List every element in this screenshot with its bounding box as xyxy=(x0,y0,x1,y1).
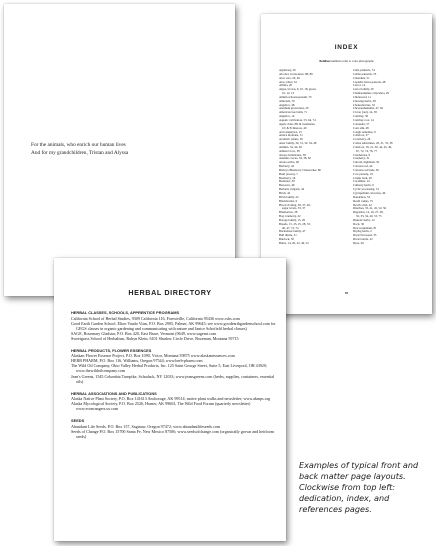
index-entry: Dracocephalum, 81 xyxy=(353,226,377,230)
index-entry: Birch, 42 xyxy=(279,192,291,195)
dedication-text xyxy=(31,141,221,157)
dedication-line: For the animals, who enrich our human lives xyxy=(31,142,126,148)
directory-entry: HERB PHARM, P.O. Box 116, Williams, Oregon 97544; www.herb-pharm.com xyxy=(71,358,203,364)
index-entry: Aster family, 30, 31, 32, 34, 48 xyxy=(279,142,317,146)
index-entry: Cottonwood buds, 36 xyxy=(353,168,379,172)
index-entry: Burns, 14, 20, 22, 46, 52 xyxy=(279,241,309,245)
index-entry: Blueberries, 38 xyxy=(279,211,298,215)
index-entry: Aloe, bitter, 61 xyxy=(279,80,298,84)
index-entry: Carrot family, 29 xyxy=(353,88,374,92)
index-entry: Asthma, 34, 44, 62 xyxy=(279,145,302,149)
index-entry: Autumn crocus, 34, 38, 62 xyxy=(279,157,311,161)
index-entry: Dwarf fireweed, 35 xyxy=(353,234,377,238)
index-entry: 10, 12, 13 xyxy=(282,92,294,96)
index-entry: Coltsfoot, 37 xyxy=(353,134,369,138)
directory-entry: SAGE, Rosemary Gladstar, P.O. Box 420, East Barre, Vermont (0649, www.sagemt.com xyxy=(71,330,217,336)
directory-section xyxy=(71,391,277,412)
index-entry: Cough remedies, 9 xyxy=(353,130,376,134)
index-entry: Comfrey root, 14 xyxy=(353,118,374,122)
index-entry: Dandelion, 53 xyxy=(353,195,370,199)
index-entry: Clover (red), 14, 58 xyxy=(353,111,377,115)
index-entry: Beeswax, 49 xyxy=(279,184,295,188)
index-entry: Corn silk, 48 xyxy=(353,126,369,130)
index-note xyxy=(261,59,432,63)
index-entry: Aloe vera, 20, 49 xyxy=(279,76,300,80)
index-entry: Basil (sweet), 7 xyxy=(279,172,298,176)
index-entry: Devil's club, 42 xyxy=(353,203,372,207)
index-entry: Chewing herbs, 28 xyxy=(353,99,376,103)
index-entry: Cypripedium calceolus, 49 xyxy=(353,192,386,195)
index-entry: 32, 33, 34, 40, 53, 75 xyxy=(356,215,382,219)
index-entry: Dwarf nettle, 22 xyxy=(353,238,373,242)
directory-entry: Alaskan Flower Essence Project, P.O. Box 1090, Victor, Montana 59875 www.alaskanessences.com xyxy=(71,353,235,359)
directory-entry: Sweetgrass School of Herbalism, Robyn Klein, 6101 Shadow Circle Drive, Bozeman, Montana 59715 xyxy=(71,335,239,341)
index-title: INDEX xyxy=(334,44,359,51)
index-entry: Digestion, 14, 16, 27, 28, xyxy=(353,211,384,215)
index-entry: Chokecherries, 32 xyxy=(353,103,375,107)
index-entry: Crowberry, 26 xyxy=(353,138,371,142)
index-entry: Avena sativa, 48 xyxy=(279,161,299,165)
index-entry: Cucumber, 22 xyxy=(353,180,370,184)
index-entry: Chrysanthemums, 47, 62 xyxy=(353,107,383,111)
index-entry: 40, 47, 72, 74 xyxy=(282,226,299,230)
index-entry: Calla palustris, 74 xyxy=(353,69,375,72)
directory-entry: Good Earth Garden School, Elton Vaudo Vitas, P.O. Box 2905, Palmer, AK 99645; see www.goodearthgardenschool.com for GEGS classes in organic gardening and communicating with nature and Janice Schofield herbal classes) xyxy=(71,320,276,331)
index-entry: Carrot, 14 xyxy=(353,84,366,88)
index-entry: Birch family, 22 xyxy=(279,195,299,199)
index-page-number: 95 xyxy=(344,291,349,295)
index-entry: Death camas, 75 xyxy=(353,199,373,203)
index-entry: Algae, brown, 9, 10, 16; green, xyxy=(279,88,317,92)
index-entry: Bearberry, 16 xyxy=(279,176,296,180)
index-entry: Cyclic processing, 31 xyxy=(353,188,379,192)
directory-entry: Alaska Native Plant Society, P.O. Box 141613 Anchorage, AK 99514; native plant walks and newsletter; www.akmps.org xyxy=(71,396,271,402)
index-entry: Bull thistle, 51 xyxy=(279,234,297,238)
directory-entry: Alaska Mycological Society, P.O. Box 2526, Homer, AK 99603, The Wild Food Forum (quarterly newsletter) www.econrangers.us.com xyxy=(71,401,251,412)
figure-caption: Examples of typical front and back matter page layouts. Clockwise from top left: dedication, index, and references pages. xyxy=(299,460,419,514)
index-entry: Cranberry, 31 xyxy=(353,157,370,161)
directory-sections xyxy=(71,310,277,446)
index-entry: Atropa belladonna, 38 xyxy=(279,153,306,157)
index-entry: Blackberries, 9 xyxy=(279,199,298,203)
directory-title: HERBAL DIRECTORY xyxy=(128,288,212,297)
index-entry: Culinary herbs, 9 xyxy=(353,184,374,188)
index-entry: Coriander, 57 xyxy=(353,122,370,126)
dedication-page xyxy=(4,4,235,296)
index-entry: Dock, 36 xyxy=(353,222,364,226)
index-entry: Allium schoenoprasum, 70 xyxy=(279,95,312,99)
index-entry: Alcohol, in tinctures, 88, 89 xyxy=(279,72,313,76)
directory-section-heading: HERBAL CLASSES, SCHOOLS, APPRENTICE PROGRAMS xyxy=(71,310,180,315)
index-left-column xyxy=(279,69,345,246)
index-entry: Currant, highbush, 50 xyxy=(353,161,380,165)
index-entry: American bee balm, 71 xyxy=(279,111,307,115)
index-entry: Capsella bursa-pastoris, 48 xyxy=(353,80,386,84)
index-entry: Chamaedaphne calyculata, 29 xyxy=(353,92,389,96)
index-entry: Burdock, 50 xyxy=(279,238,294,242)
directory-entry: Jean's Greens, 1545 Columbia Turnpike, Schodack, NY 12033; www.jeansgreens.com (herbs, supplies, containers, essential oils) xyxy=(71,373,275,384)
index-entry: Diuretic herbs, 12 xyxy=(353,218,375,222)
index-entry: Barberry, 43 xyxy=(279,165,294,169)
index-entry: Cottonwood, 44 xyxy=(353,165,373,169)
directory-section xyxy=(71,348,277,384)
index-entry: 67, 72, 74, 76, 77 xyxy=(356,149,377,153)
index-entry: Bedstraw, 30 xyxy=(279,180,295,184)
index-entry: Borage family, 15, 26 xyxy=(279,218,306,222)
index-entry: Bog cranberry, 22 xyxy=(279,215,301,219)
index-entry: Buckwheat family, 47 xyxy=(279,230,306,234)
index-entry: Calendula, 51 xyxy=(353,76,370,80)
index-right-column xyxy=(353,69,419,246)
index-entry: Arctostaphylos, 13 xyxy=(279,130,302,134)
index-entry: Almonds, 70 xyxy=(279,99,295,103)
index-entry: Cramp bark, 29 xyxy=(353,176,372,180)
index-entry: Aquatic cultivation, 53, 64, 74 xyxy=(279,118,316,122)
index-entry: Angelica, 14 xyxy=(279,115,295,119)
index-entry: Coffee substitutes, 29, 31, 33, 38 xyxy=(353,142,393,146)
index-page xyxy=(261,14,432,314)
index-entry: Breads, 15, 23, 25, 28, 33, xyxy=(279,222,311,226)
directory-entry: The Wild Oil Company, Ohio Valley Herbal Products, Inc. 125 Saint George Street, Suite 5, East Liverpool, OH 43920; www.thewildoilcompany.com xyxy=(71,363,268,374)
directory-section-heading: HERBAL ASSOCIATIONS AND PUBLICATIONS xyxy=(71,390,157,396)
index-entry: Caltha palustris, 53 xyxy=(353,72,377,76)
index-entry: Athlete's foot, 38 xyxy=(279,149,300,153)
index-entry: Agrimony, 20 xyxy=(279,69,296,72)
index-entry: Barley's Blueberry Cheesecake, 80 xyxy=(279,168,321,172)
herbal-directory-page xyxy=(54,258,286,541)
index-entry: Drying herbs, 2 xyxy=(353,230,372,234)
index-entry: Angelica, 48 xyxy=(279,103,295,107)
directory-section xyxy=(71,418,277,439)
index-entry: Diarrhea, 33, 41, 45, 52, 56 xyxy=(353,207,386,211)
index-note-text: numbers refer to color photographs xyxy=(330,59,374,63)
index-entry: Alfalfa, 20 xyxy=(279,84,292,88)
index-entry: Berberis vulgaris, 34 xyxy=(279,188,305,192)
directory-entry: Abundant Life Seeds, P.O. Box 157, Saginaw, Oregon 97472; www.abundantlifeseeds.com xyxy=(71,423,221,429)
directory-section-heading: HERBAL PRODUCTS, FLOWER ESSENCES xyxy=(71,347,152,353)
index-entry: Coltsfoot, 18, 21, 30, 44, 45, 49, xyxy=(353,145,392,149)
index-entry: Aromatic plants, 56 xyxy=(279,138,303,142)
index-entry: Blood clotting, 28, 37, 40; xyxy=(279,203,311,207)
index-entry: 10; & Echinacea, 49 xyxy=(282,126,307,130)
directory-entry: California School of Herbal Studies, 9309 California 116, Forestville, California 95436 www.cshs.com xyxy=(71,315,240,321)
directory-section-heading: SEEDS xyxy=(71,418,85,424)
dedication-line: And for my grandchildren, Tristan and Alyssa xyxy=(31,150,129,156)
directory-section xyxy=(71,310,277,341)
index-entry: Apple cider, 88; & treatments, xyxy=(279,122,316,126)
index-note-bold: Boldface xyxy=(319,59,331,63)
index-entry: Cranberries, 9 xyxy=(353,153,370,157)
index-entry: sugar levels, 33, 37 xyxy=(282,207,306,211)
index-entry: Arnica montana, 51 xyxy=(279,134,303,138)
index-entry: Anethum graveolens, 20 xyxy=(279,107,309,111)
index-entry: Comfrey, 36 xyxy=(353,115,368,119)
directory-entry: Seeds of Change P.O. Box 15700 Santa Fe, New Mexico 87506; www.seedsofchange.com (organically grown and heirloom seeds) xyxy=(71,428,274,439)
index-entry: Cow parsnip, 19 xyxy=(353,172,373,176)
index-entry: Chickweed, 11 xyxy=(353,95,371,99)
index-entry: Dyes, 49 xyxy=(353,241,364,245)
